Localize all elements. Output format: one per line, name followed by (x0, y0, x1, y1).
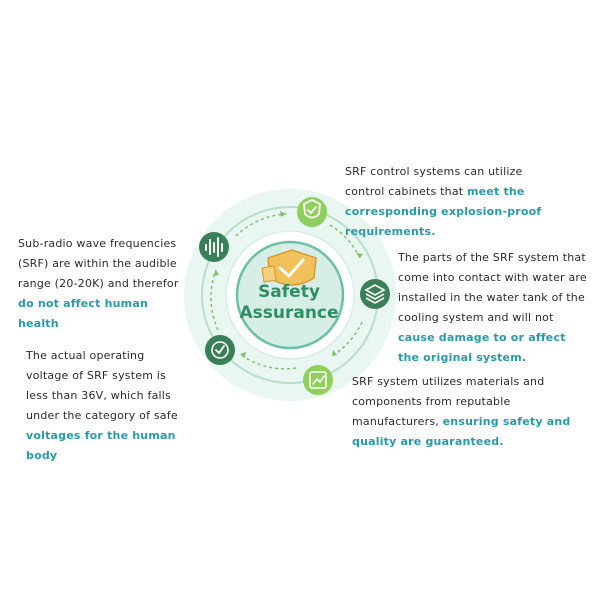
center-title-line1: Safety (258, 282, 320, 302)
text-left-highlight: do not affect human health (18, 297, 148, 330)
text-block-bottom-left (26, 346, 184, 466)
layers-icon[interactable] (360, 279, 390, 309)
text-block-left (18, 234, 180, 334)
text-left-plain: Sub-radio wave frequencies (SRF) are within the audible range (20-20K) and therefor (18, 237, 179, 290)
text-block-bottom-right (352, 372, 590, 452)
text-bottom-right-highlight: ensuring safety and quality are guaranteed. (352, 415, 571, 448)
center-title-line2: Assurance (239, 303, 339, 323)
text-right-highlight: cause damage to or affect the original system. (398, 331, 566, 364)
check-circle-icon[interactable] (205, 335, 235, 365)
text-bottom-right-plain: SRF system utilizes materials and components from reputable manufacturers, (352, 375, 545, 428)
text-top-highlight: meet the corresponding explosion-proof requirements. (345, 185, 542, 238)
text-block-top (345, 162, 555, 242)
text-top-plain: SRF control systems can utilize control cabinets that (345, 165, 523, 198)
text-bottom-left-highlight: voltages for the human body (26, 429, 176, 462)
text-right-plain: The parts of the SRF system that come into contact with water are installed in the water tank of the cooling system and will not (398, 251, 587, 324)
center-title (234, 282, 344, 324)
text-bottom-left-plain: The actual operating voltage of SRF system is less than 36V, which falls under the category of safe (26, 349, 178, 422)
text-block-right (398, 248, 588, 368)
sound-wave-icon[interactable] (199, 232, 229, 262)
chart-check-icon[interactable] (303, 365, 333, 395)
shield-check-icon[interactable] (297, 197, 327, 227)
